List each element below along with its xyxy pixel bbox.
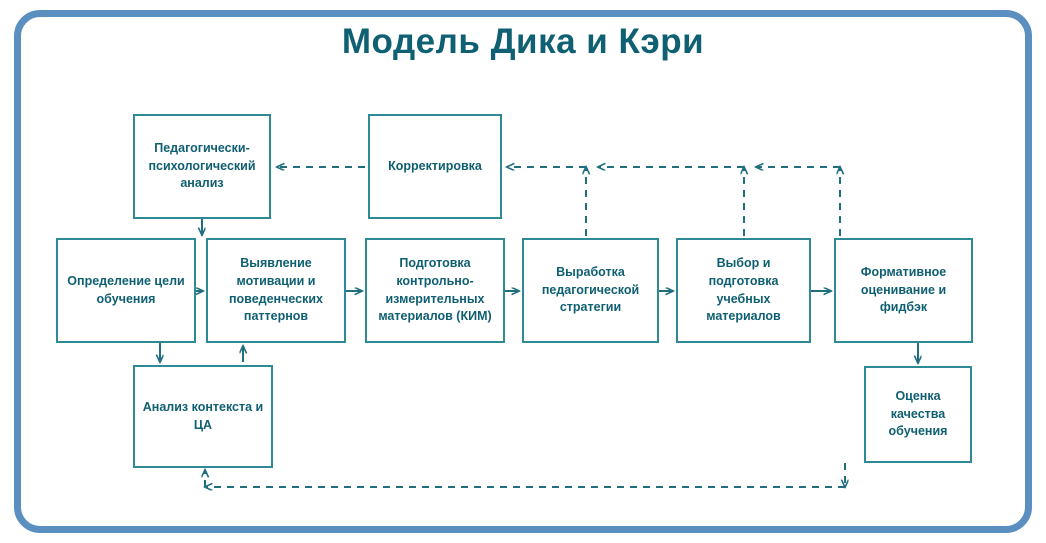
node-label: Подготовка контрольно-измерительных материалов (КИМ) bbox=[378, 256, 492, 324]
node-pedagogical-strategy[interactable] bbox=[522, 238, 659, 343]
node-label: Оценка качества обучения bbox=[888, 388, 948, 439]
node-label: Выбор и подготовка учебных материалов bbox=[706, 256, 781, 324]
page-title: Модель Дика и Кэри bbox=[341, 22, 705, 61]
node-label: Анализ контекста и ЦА bbox=[142, 399, 264, 432]
node-label: Выявление мотивации и поведенческих паттернов bbox=[229, 256, 323, 324]
node-learning-quality-evaluation[interactable] bbox=[864, 366, 972, 463]
node-correction[interactable] bbox=[368, 114, 502, 219]
node-pedagogical-psychological-analysis[interactable] bbox=[133, 114, 271, 219]
node-learning-materials-selection[interactable] bbox=[676, 238, 811, 343]
node-formative-assessment-feedback[interactable] bbox=[834, 238, 973, 343]
node-label: Выработка педагогической стратегии bbox=[541, 264, 640, 315]
node-label: Формативное оценивание и фидбэк bbox=[860, 264, 947, 315]
node-motivation-behavior-patterns[interactable] bbox=[206, 238, 346, 343]
node-assessment-materials-preparation[interactable] bbox=[365, 238, 505, 343]
node-context-audience-analysis[interactable] bbox=[133, 365, 273, 468]
node-learning-goal-definition[interactable] bbox=[56, 238, 196, 343]
node-label: Педагогически-психологический анализ bbox=[148, 140, 256, 191]
node-label: Определение цели обучения bbox=[67, 273, 185, 306]
node-label: Корректировка bbox=[388, 158, 482, 173]
